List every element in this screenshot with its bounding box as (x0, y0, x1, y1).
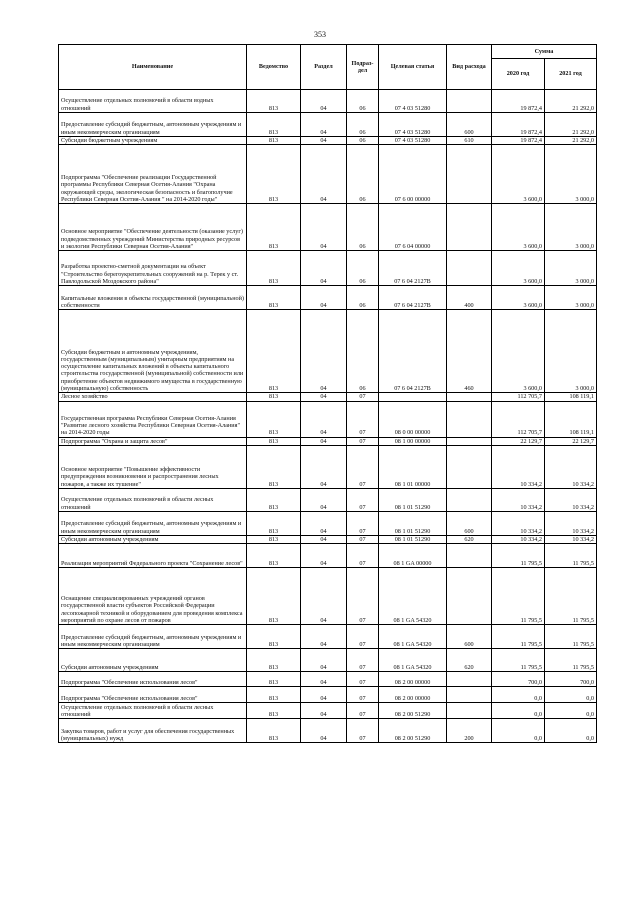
row-podrazdel: 06 (347, 90, 379, 113)
row-razdel: 04 (301, 703, 347, 719)
row-target-article: 08 1 GA 54320 (379, 649, 447, 672)
header-year-2021: 2021 год (545, 59, 597, 90)
row-vedomstvo: 813 (247, 286, 301, 310)
row-target-article: 08 1 GA 54320 (379, 568, 447, 625)
row-name: Лесное хозяйство (59, 393, 247, 401)
row-sum-2020: 112 705,7 (492, 401, 545, 437)
row-name: Осуществление отдельных полномочий в области лесных отношений (59, 488, 247, 511)
row-vedomstvo: 813 (247, 535, 301, 543)
row-name: Предоставление субсидий бюджетным, автономным учреждениям и иным некоммерческим организациям (59, 625, 247, 649)
row-sum-2020: 3 600,0 (492, 310, 545, 393)
header-target-article: Целевая статья (379, 45, 447, 90)
row-sum-2020: 19 872,4 (492, 90, 545, 113)
row-expense-type (447, 703, 492, 719)
row-sum-2021: 0,0 (545, 719, 597, 743)
row-expense-type: 460 (447, 310, 492, 393)
table-row (59, 535, 597, 543)
row-target-article: 08 1 GA 54320 (379, 625, 447, 649)
row-expense-type (447, 687, 492, 703)
row-sum-2021: 21 292,0 (545, 113, 597, 137)
row-sum-2021: 108 119,1 (545, 401, 597, 437)
row-name: Подпрограмма "Обеспечение использования лесов" (59, 672, 247, 687)
row-name: Государственная программа Республики Северная Осетия-Алания "Развитие лесного хозяйства Республики Северная Осетия-Алания" на 2014-2020 годы (59, 401, 247, 437)
row-expense-type (447, 251, 492, 286)
table-row (59, 672, 597, 687)
row-podrazdel: 07 (347, 719, 379, 743)
table-row (59, 401, 597, 437)
row-podrazdel: 06 (347, 137, 379, 145)
row-razdel: 04 (301, 393, 347, 401)
row-podrazdel: 07 (347, 393, 379, 401)
row-sum-2020: 11 795,5 (492, 649, 545, 672)
row-podrazdel: 07 (347, 488, 379, 511)
row-podrazdel: 06 (347, 286, 379, 310)
row-name: Разработка проектно-сметной документации на объект "Строительство берегоукрепительных сооружений на р. Терек у ст. Павлодольской Моздокского района" (59, 251, 247, 286)
row-podrazdel: 06 (347, 113, 379, 137)
row-expense-type (447, 568, 492, 625)
table-row (59, 137, 597, 145)
row-sum-2020: 19 872,4 (492, 113, 545, 137)
row-sum-2020: 0,0 (492, 703, 545, 719)
row-target-article: 07 6 00 00000 (379, 145, 447, 204)
row-sum-2020: 10 334,2 (492, 488, 545, 511)
row-name: Подпрограмма "Охрана и защита лесов" (59, 437, 247, 445)
row-expense-type: 600 (447, 113, 492, 137)
row-podrazdel: 06 (347, 251, 379, 286)
row-podrazdel: 07 (347, 544, 379, 568)
table-row (59, 544, 597, 568)
row-razdel: 04 (301, 535, 347, 543)
row-vedomstvo: 813 (247, 511, 301, 535)
table-row (59, 568, 597, 625)
table-row (59, 649, 597, 672)
row-expense-type: 610 (447, 137, 492, 145)
row-sum-2020: 3 600,0 (492, 286, 545, 310)
row-vedomstvo: 813 (247, 672, 301, 687)
row-sum-2021: 3 000,0 (545, 204, 597, 251)
row-sum-2020: 11 795,5 (492, 625, 545, 649)
table-row (59, 687, 597, 703)
row-razdel: 04 (301, 401, 347, 437)
row-sum-2020: 10 334,2 (492, 535, 545, 543)
header-razdel: Раздел (301, 45, 347, 90)
row-target-article: 08 1 GA 00000 (379, 544, 447, 568)
row-name: Субсидии бюджетным и автономным учреждениям, государственным (муниципальным) унитарным предприятиям на осуществление капитальных вложений в объекты капитального строительства государственной (муниципальной) собственности или приобретение объектов недвижимого имущества в государственную (муниципальную) собственность (59, 310, 247, 393)
row-podrazdel: 07 (347, 625, 379, 649)
table-row (59, 145, 597, 204)
row-sum-2020: 3 600,0 (492, 204, 545, 251)
row-vedomstvo: 813 (247, 687, 301, 703)
row-podrazdel: 07 (347, 687, 379, 703)
row-sum-2021: 21 292,0 (545, 137, 597, 145)
page-number: 353 (314, 30, 326, 39)
row-razdel: 04 (301, 445, 347, 488)
row-name: Подпрограмма "Обеспечение использования лесов" (59, 687, 247, 703)
row-razdel: 04 (301, 145, 347, 204)
row-sum-2021: 108 119,1 (545, 393, 597, 401)
row-expense-type (447, 544, 492, 568)
row-sum-2020: 11 795,5 (492, 544, 545, 568)
row-expense-type (447, 672, 492, 687)
row-razdel: 04 (301, 204, 347, 251)
row-expense-type: 620 (447, 535, 492, 543)
row-podrazdel: 06 (347, 204, 379, 251)
row-name: Оснащение специализированных учреждений органов государственной власти субъектов Российской Федерации лесопожарной техникой и оборудованием для проведения комплекса мероприятий по охране лесов от пожаров (59, 568, 247, 625)
header-name: Наименование (59, 45, 247, 90)
row-podrazdel: 06 (347, 145, 379, 204)
row-target-article: 08 1 00 00000 (379, 437, 447, 445)
row-razdel: 04 (301, 672, 347, 687)
row-vedomstvo: 813 (247, 544, 301, 568)
row-vedomstvo: 813 (247, 251, 301, 286)
row-razdel: 04 (301, 568, 347, 625)
row-vedomstvo: 813 (247, 393, 301, 401)
header-sum: Сумма (492, 45, 597, 59)
row-target-article: 08 2 00 51290 (379, 703, 447, 719)
row-vedomstvo: 813 (247, 437, 301, 445)
row-sum-2020: 10 334,2 (492, 511, 545, 535)
row-sum-2021: 0,0 (545, 687, 597, 703)
row-expense-type: 600 (447, 511, 492, 535)
row-vedomstvo: 813 (247, 719, 301, 743)
row-expense-type (447, 90, 492, 113)
row-podrazdel: 07 (347, 703, 379, 719)
row-target-article: 07 6 04 00000 (379, 204, 447, 251)
table-row (59, 511, 597, 535)
table-body (59, 90, 597, 743)
budget-table (58, 44, 597, 743)
row-expense-type (447, 401, 492, 437)
row-target-article: 07 6 04 2127В (379, 286, 447, 310)
row-sum-2020: 0,0 (492, 719, 545, 743)
row-name: Осуществление отдельных полномочий в области водных отношений (59, 90, 247, 113)
row-sum-2020: 3 600,0 (492, 145, 545, 204)
row-sum-2021: 3 000,0 (545, 286, 597, 310)
row-vedomstvo: 813 (247, 137, 301, 145)
row-name: Субсидии автономным учреждениям (59, 649, 247, 672)
row-razdel: 04 (301, 437, 347, 445)
row-razdel: 04 (301, 137, 347, 145)
row-razdel: 04 (301, 511, 347, 535)
row-vedomstvo: 813 (247, 90, 301, 113)
header-vedomstvo: Ведомство (247, 45, 301, 90)
row-podrazdel: 07 (347, 437, 379, 445)
row-name: Субсидии бюджетным учреждениям (59, 137, 247, 145)
row-razdel: 04 (301, 286, 347, 310)
row-expense-type (447, 437, 492, 445)
row-name: Предоставление субсидий бюджетным, автономным учреждениям и иным некоммерческим организациям (59, 113, 247, 137)
row-name: Субсидии автономным учреждениям (59, 535, 247, 543)
row-expense-type (447, 145, 492, 204)
row-vedomstvo: 813 (247, 113, 301, 137)
row-sum-2021: 11 795,5 (545, 544, 597, 568)
row-expense-type: 400 (447, 286, 492, 310)
row-target-article: 08 2 00 00000 (379, 687, 447, 703)
row-sum-2021: 21 292,0 (545, 90, 597, 113)
header-expense-type: Вид расхода (447, 45, 492, 90)
row-sum-2021: 11 795,5 (545, 568, 597, 625)
row-vedomstvo: 813 (247, 401, 301, 437)
header-year-2020: 2020 год (492, 59, 545, 90)
table-row (59, 719, 597, 743)
row-sum-2021: 10 334,2 (545, 535, 597, 543)
row-vedomstvo: 813 (247, 625, 301, 649)
row-name: Осуществление отдельных полномочий в области лесных отношений (59, 703, 247, 719)
table-row (59, 393, 597, 401)
row-vedomstvo: 813 (247, 145, 301, 204)
row-podrazdel: 07 (347, 401, 379, 437)
row-razdel: 04 (301, 649, 347, 672)
row-target-article: 07 4 03 51280 (379, 113, 447, 137)
row-sum-2020: 11 795,5 (492, 568, 545, 625)
table-row (59, 204, 597, 251)
row-vedomstvo: 813 (247, 204, 301, 251)
row-razdel: 04 (301, 625, 347, 649)
row-expense-type (447, 393, 492, 401)
row-podrazdel: 07 (347, 535, 379, 543)
row-sum-2020: 0,0 (492, 687, 545, 703)
table-row (59, 90, 597, 113)
row-name: Предоставление субсидий бюджетным, автономным учреждениям и иным некоммерческим организациям (59, 511, 247, 535)
table-row (59, 445, 597, 488)
row-target-article: 08 0 00 00000 (379, 401, 447, 437)
row-vedomstvo: 813 (247, 649, 301, 672)
row-target-article: 07 6 04 2127В (379, 251, 447, 286)
row-name: Основное мероприятие "Повышение эффективности предупреждения возникновения и распространения лесных пожаров, а также их тушение" (59, 445, 247, 488)
row-razdel: 04 (301, 310, 347, 393)
row-sum-2021: 3 000,0 (545, 145, 597, 204)
row-vedomstvo: 813 (247, 703, 301, 719)
row-razdel: 04 (301, 719, 347, 743)
row-sum-2020: 112 705,7 (492, 393, 545, 401)
row-razdel: 04 (301, 90, 347, 113)
row-razdel: 04 (301, 687, 347, 703)
row-name: Капитальные вложения в объекты государственной (муниципальной) собственности (59, 286, 247, 310)
row-expense-type: 600 (447, 625, 492, 649)
row-podrazdel: 07 (347, 568, 379, 625)
row-sum-2021: 10 334,2 (545, 488, 597, 511)
row-podrazdel: 07 (347, 672, 379, 687)
row-expense-type: 200 (447, 719, 492, 743)
row-vedomstvo: 813 (247, 568, 301, 625)
row-razdel: 04 (301, 544, 347, 568)
table-row (59, 437, 597, 445)
row-target-article: 07 6 04 2127В (379, 310, 447, 393)
row-vedomstvo: 813 (247, 488, 301, 511)
row-expense-type (447, 445, 492, 488)
row-sum-2021: 3 000,0 (545, 310, 597, 393)
table-row (59, 286, 597, 310)
row-sum-2021: 11 795,5 (545, 625, 597, 649)
row-sum-2021: 3 000,0 (545, 251, 597, 286)
row-sum-2021: 10 334,2 (545, 511, 597, 535)
row-sum-2020: 22 129,7 (492, 437, 545, 445)
row-sum-2020: 3 600,0 (492, 251, 545, 286)
table-row (59, 488, 597, 511)
table-row (59, 703, 597, 719)
row-target-article: 08 2 00 51290 (379, 719, 447, 743)
row-expense-type (447, 488, 492, 511)
row-sum-2021: 22 129,7 (545, 437, 597, 445)
row-target-article: 08 1 01 51290 (379, 488, 447, 511)
row-target-article: 07 4 03 51280 (379, 90, 447, 113)
row-podrazdel: 07 (347, 511, 379, 535)
row-target-article: 08 1 01 51290 (379, 511, 447, 535)
row-name: Реализация мероприятий Федерального проекта "Сохранение лесов" (59, 544, 247, 568)
row-razdel: 04 (301, 488, 347, 511)
row-podrazdel: 07 (347, 649, 379, 672)
row-target-article: 08 2 00 00000 (379, 672, 447, 687)
table-row (59, 113, 597, 137)
row-razdel: 04 (301, 251, 347, 286)
row-name: Закупка товаров, работ и услуг для обеспечения государственных (муниципальных) нужд (59, 719, 247, 743)
row-podrazdel: 07 (347, 445, 379, 488)
row-name: Основное мероприятие "Обеспечение деятельности (оказание услуг) подведомственных учреждений Министерства природных ресурсов и экологии Республики Северная Осетия-Алания" (59, 204, 247, 251)
row-sum-2021: 11 795,5 (545, 649, 597, 672)
table-row (59, 310, 597, 393)
row-target-article: 08 1 01 00000 (379, 445, 447, 488)
row-sum-2021: 0,0 (545, 703, 597, 719)
row-podrazdel: 06 (347, 310, 379, 393)
row-sum-2020: 19 872,4 (492, 137, 545, 145)
header-podrazdel: Подраз-дел (347, 45, 379, 90)
row-vedomstvo: 813 (247, 445, 301, 488)
table-row (59, 251, 597, 286)
row-sum-2021: 700,0 (545, 672, 597, 687)
row-sum-2020: 10 334,2 (492, 445, 545, 488)
row-razdel: 04 (301, 113, 347, 137)
table-row (59, 625, 597, 649)
row-target-article (379, 393, 447, 401)
row-expense-type (447, 204, 492, 251)
row-vedomstvo: 813 (247, 310, 301, 393)
row-expense-type: 620 (447, 649, 492, 672)
row-target-article: 08 1 01 51290 (379, 535, 447, 543)
table-header (59, 45, 597, 90)
row-sum-2021: 10 334,2 (545, 445, 597, 488)
row-name: Подпрограмма "Обеспечение реализации Государственной программы Республики Северная Осетия-Алания "Охрана окружающей среды, экологическая безопасность и благополучие Республики Северная Осетия-Алания " на 2014-2020 годы" (59, 145, 247, 204)
row-sum-2020: 700,0 (492, 672, 545, 687)
row-target-article: 07 4 03 51280 (379, 137, 447, 145)
